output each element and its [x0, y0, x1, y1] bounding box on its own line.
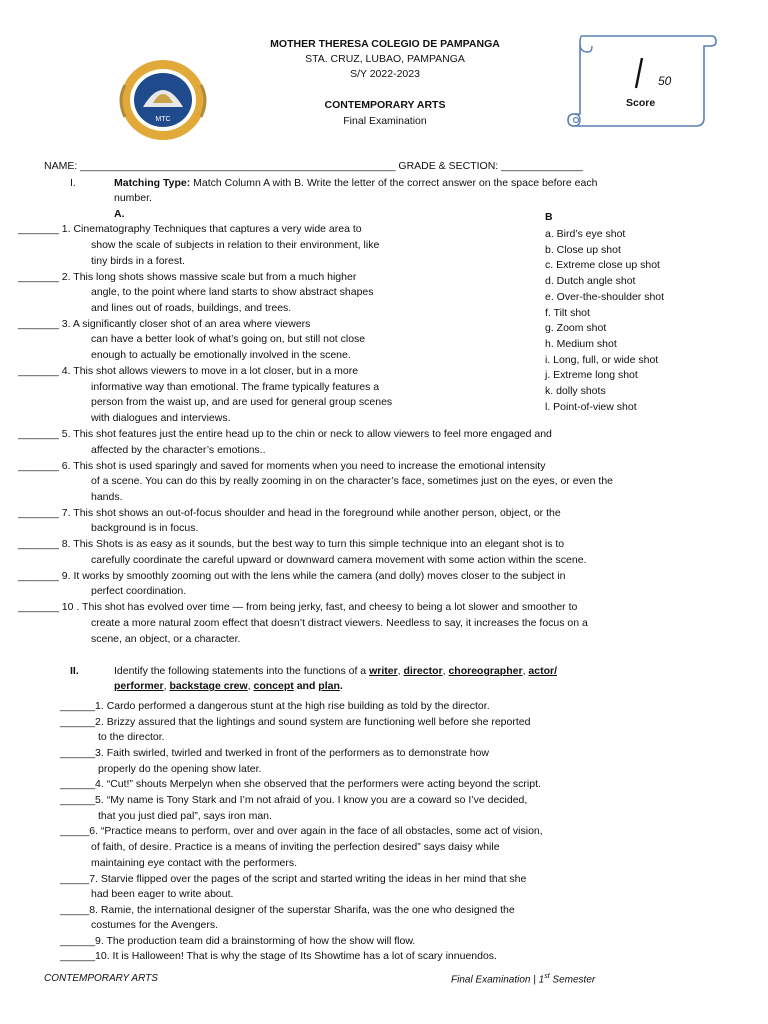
question-line: _______ 5. This shot features just the entire head up to the chin or neck to allow viewers to feel more engaged and — [18, 428, 552, 440]
choice-item: f. Tilt shot — [545, 306, 590, 319]
name-grade-line[interactable]: NAME: ______________________________________________________ GRADE & SECTION: ______________ — [44, 160, 583, 172]
school-seal-icon — [103, 55, 223, 145]
choice-item: g. Zoom shot — [545, 322, 607, 335]
question-line: _______ 10 . This shot has evolved over time — from being jerky, fast, and cheesy to being a lot slower and smoother to — [18, 601, 578, 613]
question-line: perfect coordination. — [91, 585, 187, 597]
choice-item: d. Dutch angle shot — [545, 275, 636, 288]
question-line: show the scale of subjects in relation to their environment, like — [91, 239, 380, 251]
statement-line: of faith, of desire. Practice is a means of inviting the perfection desired” says daisy while — [91, 841, 500, 853]
choice-list — [545, 227, 664, 415]
choice-item: c. Extreme close up shot — [545, 259, 660, 272]
statement-line: to the director. — [98, 731, 165, 743]
question-line: person from the waist up, and are used for general group scenes — [91, 396, 393, 408]
statement-line: ______9. The production team did a brainstorming of how the show will flow. — [60, 935, 416, 947]
question-line: create a more natural zoom effect that doesn’t distract viewers. Needless to say, it increases the focus on a — [91, 617, 588, 629]
statement-line: ______3. Faith swirled, twirled and twerked in front of the performers as to demonstrate how — [60, 747, 489, 759]
statement-line: that you just died pal”, says iron man. — [98, 810, 272, 822]
footer-left: CONTEMPORARY ARTS — [44, 973, 158, 984]
subject-title: CONTEMPORARY ARTS — [324, 99, 446, 111]
part2-numeral: II. — [70, 665, 79, 677]
question-line: _______ 6. This shot is used sparingly and saved for moments when you need to increase the emotional intensity — [18, 460, 546, 472]
part1-instruction-cont: number. — [114, 192, 152, 204]
question-line: enough to actually be emotionally involved in the scene. — [91, 349, 351, 361]
column-b-header: B — [545, 211, 553, 223]
statement-line: ______1. Cardo performed a dangerous stunt at the high rise building as told by the director. — [60, 700, 490, 712]
question-line: tiny birds in a forest. — [91, 255, 185, 267]
choice-item: h. Medium shot — [545, 337, 617, 350]
statement-line: maintaining eye contact with the performers. — [91, 857, 298, 869]
choice-item: i. Long, full, or wide shot — [545, 353, 659, 366]
question-line: background is in focus. — [91, 522, 199, 534]
choice-item: l. Point-of-view shot — [545, 400, 637, 413]
question-line: _______ 4. This shot allows viewers to move in a lot closer, but in a more — [18, 365, 359, 377]
statement-line: ______5. “My name is Tony Stark and I’m not afraid of you. I know you are a coward so I’ve decided, — [60, 794, 528, 806]
question-line: affected by the character’s emotions.. — [91, 444, 266, 456]
statement-line: ______4. “Cut!” shouts Merpelyn when she observed that the performers were acting beyond the script. — [60, 778, 541, 790]
statement-line: had been eager to write about. — [91, 888, 234, 900]
question-line: of a scene. You can do this by really zooming in on the character’s face, sometimes just on the eyes, or even the — [91, 475, 613, 487]
question-line: _______ 8. This Shots is as easy as it sounds, but the best way to turn this simple technique into an elegant shot is to — [18, 538, 565, 550]
statement-line: _____6. “Practice means to perform, over and over again in the face of all obstacles, some act of vision, — [60, 825, 543, 837]
question-line: informative way than emotional. The frame typically features a — [91, 381, 380, 393]
question-line: carefully coordinate the careful upward or downward camera movement with some action within the scene. — [91, 554, 587, 566]
statement-line: ______10. It is Halloween! That is why the stage of Its Showtime has a lot of scary innuendos. — [60, 950, 497, 962]
statement-line: properly do the opening show later. — [98, 763, 262, 775]
question-line: hands. — [91, 491, 123, 503]
question-line: scene, an object, or a character. — [91, 633, 241, 645]
question-line: _______ 3. A significantly closer shot of an area where viewers — [18, 318, 311, 330]
scroll-icon — [566, 30, 718, 130]
question-line: angle, to the point where land starts to show abstract shapes — [91, 286, 374, 298]
school-year: S/Y 2022-2023 — [350, 68, 420, 80]
choice-item: a. Bird’s eye shot — [545, 228, 626, 240]
svg-text:MTC: MTC — [155, 116, 171, 123]
question-line: _______ 2. This long shots shows massive scale but from a much higher — [18, 271, 357, 283]
question-line: and lines out of roads, buildings, and trees. — [91, 302, 292, 314]
statement-line: _____7. Starvie flipped over the pages of the script and started writing the ideas in her mind that she — [60, 873, 527, 885]
question-line: _______ 7. This shot shows an out-of-focus shoulder and head in the foreground while another person, object, or the — [18, 507, 561, 519]
question-line: _______ 1. Cinematography Techniques that captures a very wide area to — [18, 223, 362, 235]
choice-item: b. Close up shot — [545, 243, 621, 256]
score-label: Score — [626, 97, 656, 109]
exam-title: Final Examination — [343, 115, 427, 127]
statement-line: _____8. Ramie, the international designer of the superstar Sharifa, was the one who designed the — [60, 904, 515, 916]
question-line: _______ 9. It works by smoothly zooming out with the lens while the camera (and dolly) moves closer to the subject in — [18, 570, 566, 582]
school-address: STA. CRUZ, LUBAO, PAMPANGA — [305, 53, 465, 65]
column-a-header: A. — [114, 208, 125, 220]
part1-instruction: Matching Type: Match Column A with B. Write the letter of the correct answer on the space before each — [114, 177, 598, 189]
choice-item: k. dolly shots — [545, 385, 606, 398]
choice-item: j. Extreme long shot — [545, 369, 638, 382]
question-line: with dialogues and interviews. — [91, 412, 231, 424]
footer-right: Final Examination | 1st Semester — [451, 973, 596, 986]
choice-item: e. Over-the-shoulder shot — [545, 290, 665, 303]
score-max: 50 — [658, 74, 672, 88]
school-logo — [103, 55, 223, 145]
question-line: can have a better look of what’s going on, but still not close — [91, 333, 366, 345]
statement-line: costumes for the Avengers. — [91, 919, 219, 931]
part1-numeral: I. — [70, 177, 76, 189]
part2-instruction-cont: performer, backstage crew, concept and plan. — [114, 680, 343, 692]
statement-line: ______2. Brizzy assured that the lightings and sound system are functioning well before she reported — [60, 716, 531, 728]
school-name: MOTHER THERESA COLEGIO DE PAMPANGA — [270, 38, 500, 50]
score-box — [566, 30, 718, 130]
part2-instruction: Identify the following statements into the functions of a writer, director, choreographer, actor/ — [114, 665, 557, 677]
